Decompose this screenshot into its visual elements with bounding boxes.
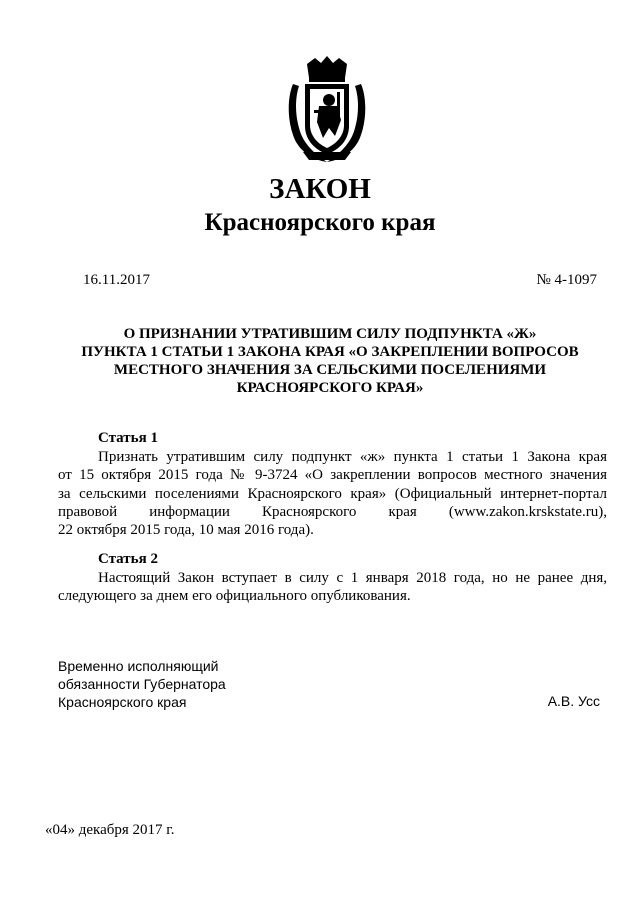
- article-1-line: правовой информации Красноярского края (www.zakon.krskstate.ru),: [58, 503, 607, 520]
- article-2-title: Статья 2: [98, 551, 158, 567]
- heading-line: МЕСТНОГО ЗНАЧЕНИЯ ЗА СЕЛЬСКИМИ ПОСЕЛЕНИЯМИ: [113, 362, 547, 378]
- law-number: № 4-1097: [536, 272, 597, 288]
- article-1-line: 22 октября 2015 года, 10 мая 2016 года).: [58, 522, 314, 539]
- article-1-line: от 15 октября 2015 года № 9-3724 «О закреплении вопросов местного значения: [58, 467, 607, 484]
- document-subtitle: Красноярского края: [204, 209, 436, 236]
- signatory-position-line: Красноярского края: [58, 694, 187, 710]
- heading-line: ПУНКТА 1 СТАТЬИ 1 ЗАКОНА КРАЯ «О ЗАКРЕПЛЕНИИ ВОПРОСОВ: [81, 344, 579, 360]
- signatory-position-line: обязанности Губернатора: [58, 676, 226, 692]
- article-1-line: Признать утратившим силу подпункт «ж» пункта 1 статьи 1 Закона края: [98, 449, 607, 465]
- signing-date: «04» декабря 2017 г.: [45, 822, 175, 838]
- law-date: 16.11.2017: [83, 272, 150, 288]
- article-2-line: следующего за днем его официального опубликования.: [58, 588, 411, 605]
- article-1-title: Статья 1: [98, 430, 158, 446]
- law-heading: [70, 325, 590, 397]
- signatory-position: [58, 657, 226, 711]
- heading-line: КРАСНОЯРСКОГО КРАЯ»: [236, 380, 424, 396]
- article-1-line: за сельскими поселениями Красноярского края» (Официальный интернет-портал: [58, 485, 607, 502]
- signatory-name: А.В. Усс: [547, 693, 600, 709]
- heading-line: О ПРИЗНАНИИ УТРАТИВШИМ СИЛУ ПОДПУНКТА «Ж»: [123, 326, 537, 342]
- article-2-text: [58, 569, 607, 606]
- article-1-text: [58, 448, 607, 539]
- document-title: ЗАКОН: [269, 173, 371, 205]
- signatory-position-line: Временно исполняющий: [58, 658, 219, 674]
- article-2-line: Настоящий Закон вступает в силу с 1 января 2018 года, но не ранее дня,: [98, 570, 607, 586]
- krasnoyarsk-coat-of-arms-icon: [285, 56, 369, 164]
